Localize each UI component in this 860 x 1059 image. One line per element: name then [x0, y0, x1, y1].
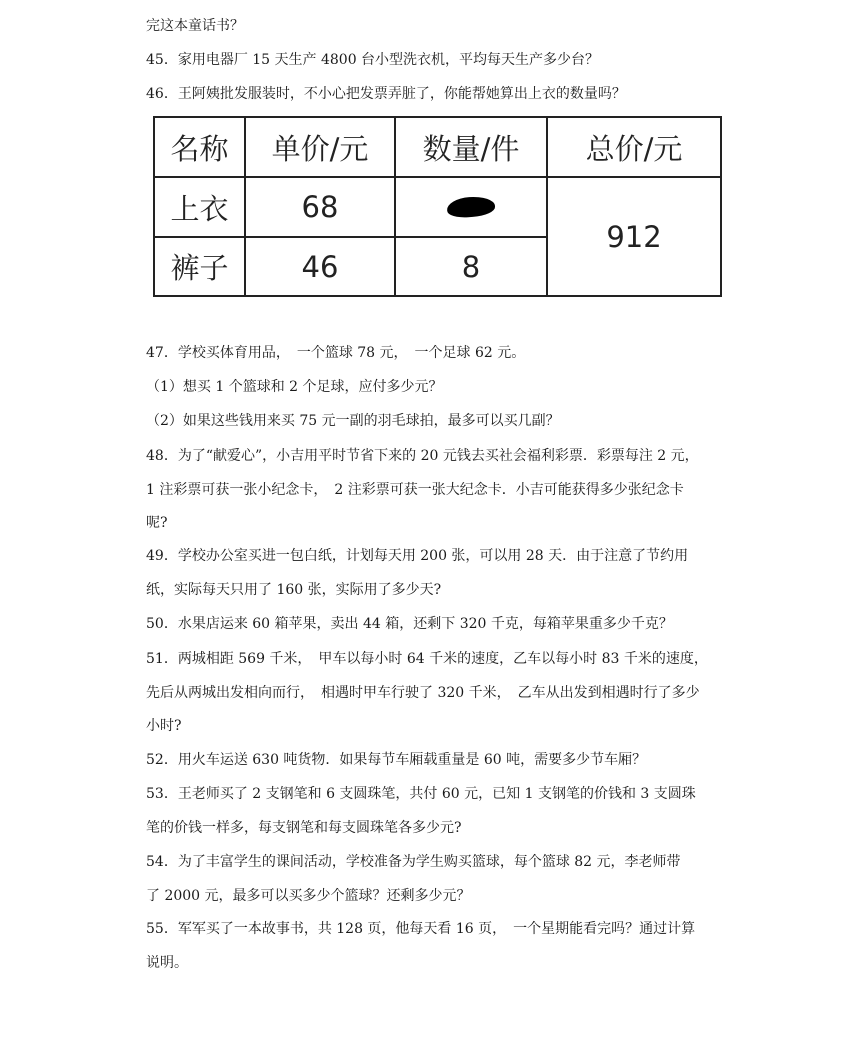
question-49-line-1: 49．学校办公室买进一包白纸，计划每天用 200 张，可以用 28 天．由于注意了节约用	[146, 548, 689, 564]
question-51-line-2: 先后从两城出发相向而行， 相遇时甲车行驶了 320 千米， 乙车从出发到相遇时行了多少	[146, 685, 700, 701]
question-55-line-2: 说明。	[146, 955, 188, 971]
question-48-line-1: 48．为了“献爱心”，小吉用平时节省下来的 20 元钱去买社会福利彩票．彩票每注 2 元，	[146, 448, 699, 464]
header-name: 名称	[154, 117, 245, 177]
row-shirt-name: 上衣	[154, 177, 245, 237]
question-53-line-1: 53．王老师买了 2 支钢笔和 6 支圆珠笔，共付 60 元，已知 1 支钢笔的价钱和 3 支圆珠	[146, 786, 696, 802]
invoice-table	[153, 116, 722, 297]
text-line: 完这本童话书？	[146, 18, 244, 34]
header-unit-price: 单价/元	[245, 117, 395, 177]
question-50: 50．水果店运来 60 箱苹果，卖出 44 箱，还剩下 320 千克，每箱苹果重多少千克？	[146, 616, 673, 632]
question-46: 46．王阿姨批发服装时，不小心把发票弄脏了，你能帮她算出上衣的数量吗？	[146, 86, 626, 102]
header-quantity: 数量/件	[395, 117, 547, 177]
question-51-line-1: 51．两城相距 569 千米， 甲车以每小时 64 千米的速度，乙车以每小时 83 千米的速度，	[146, 651, 708, 667]
question-54-line-2: 了 2000 元，最多可以买多少个篮球？还剩多少元？	[146, 888, 471, 904]
question-53-line-2: 笔的价钱一样多，每支钢笔和每支圆珠笔各多少元?	[146, 820, 462, 836]
question-47-part-1: （1）想买 1 个篮球和 2 个足球，应付多少元？	[146, 379, 443, 395]
question-51-line-3: 小时?	[146, 718, 182, 734]
row-pants-name: 裤子	[154, 237, 245, 296]
question-47-part-2: （2）如果这些钱用来买 75 元一副的羽毛球拍，最多可以买几副？	[146, 413, 560, 429]
question-48-line-3: 呢?	[146, 515, 168, 531]
total-price-cell: 912	[547, 177, 721, 296]
question-49-line-2: 纸，实际每天只用了 160 张，实际用了多少天?	[146, 582, 442, 598]
header-total-price: 总价/元	[547, 117, 721, 177]
row-pants-price: 46	[245, 237, 395, 296]
ink-smudge-icon	[446, 195, 495, 218]
row-pants-quantity: 8	[395, 237, 547, 296]
question-45: 45．家用电器厂 15 天生产 4800 台小型洗衣机，平均每天生产多少台？	[146, 52, 600, 68]
question-55-line-1: 55．军军买了一本故事书，共 128 页，他每天看 16 页， 一个星期能看完吗？通过计算	[146, 921, 696, 937]
row-shirt-quantity-smudge	[395, 177, 547, 237]
question-47: 47．学校买体育用品， 一个篮球 78 元， 一个足球 62 元。	[146, 345, 526, 361]
question-48-line-2: 1 注彩票可获一张小纪念卡， 2 注彩票可获一张大纪念卡．小吉可能获得多少张纪念卡	[146, 482, 684, 498]
row-shirt-price: 68	[245, 177, 395, 237]
question-52: 52．用火车运送 630 吨货物．如果每节车厢载重量是 60 吨，需要多少节车厢？	[146, 752, 647, 768]
question-54-line-1: 54．为了丰富学生的课间活动，学校准备为学生购买篮球，每个篮球 82 元，李老师带	[146, 854, 681, 870]
